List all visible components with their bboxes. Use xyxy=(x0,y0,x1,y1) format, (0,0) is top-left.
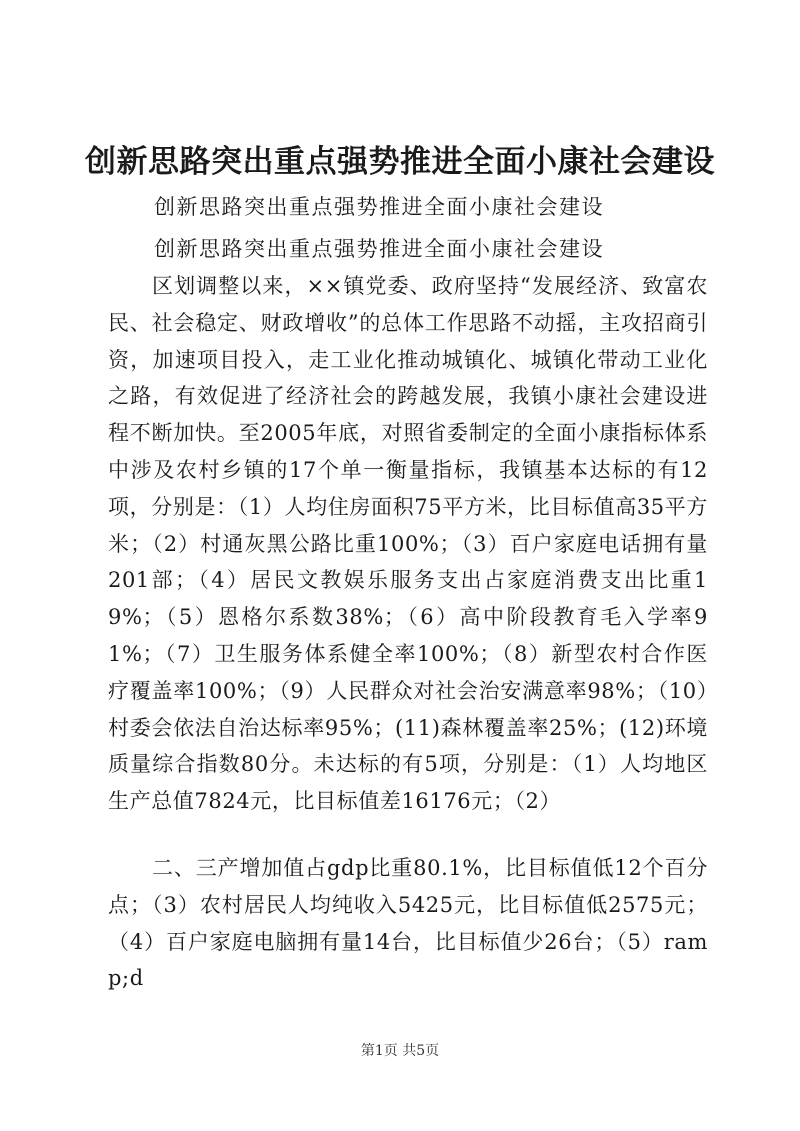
body-paragraph-2: 二、三产增加值占gdp比重80.1%，比目标值低12个百分点；（3）农村居民人均纯收入5425元，比目标值低2575元；（4）百户家庭电脑拥有量14台，比目标值少26台；（5）ramp;d xyxy=(108,856,708,991)
document-title: 创新思路突出重点强势推进全面小康社会建设 xyxy=(85,144,715,180)
body-paragraph-1: 区划调整以来，××镇党委、政府坚持“发展经济、致富农民、社会稳定、财政增收”的总体工作思路不动摇，主攻招商引资，加速项目投入，走工业化推动城镇化、城镇化带动工业化之路，有效促进了经济社会的跨越发展，我镇小康社会建设进程不断加快。至2005年底，对照省委制定的全面小康指标体系中涉及农村乡镇的17个单一衡量指标，我镇基本达标的有12项，分别是：（1）人均住房面积75平方米，比目标值高35平方米；（2）村通灰黑公路比重100%；（3）百户家庭电话拥有量201部；（4）居民文教娱乐服务支出占家庭消费支出比重19%；（5）恩格尔系数38%；（6）高中阶段教育毛入学率91%；（7）卫生服务体系健全率100%；（8）新型农村合作医疗覆盖率100%；（9）人民群众对社会治安满意率98%；（10）村委会依法自治达标率95%；(11)森林覆盖率25%；(12)环境质量综合指数80分。未达标的有5项，分别是：（1）人均地区生产总值7824元，比目标值差16176元；（2） xyxy=(108,274,708,814)
subtitle-line-1: 创新思路突出重点强势推进全面小康社会建设 xyxy=(154,195,604,219)
page-footer: 第1页 共5页 xyxy=(360,1043,440,1059)
subtitle-line-2: 创新思路突出重点强势推进全面小康社会建设 xyxy=(154,237,604,261)
